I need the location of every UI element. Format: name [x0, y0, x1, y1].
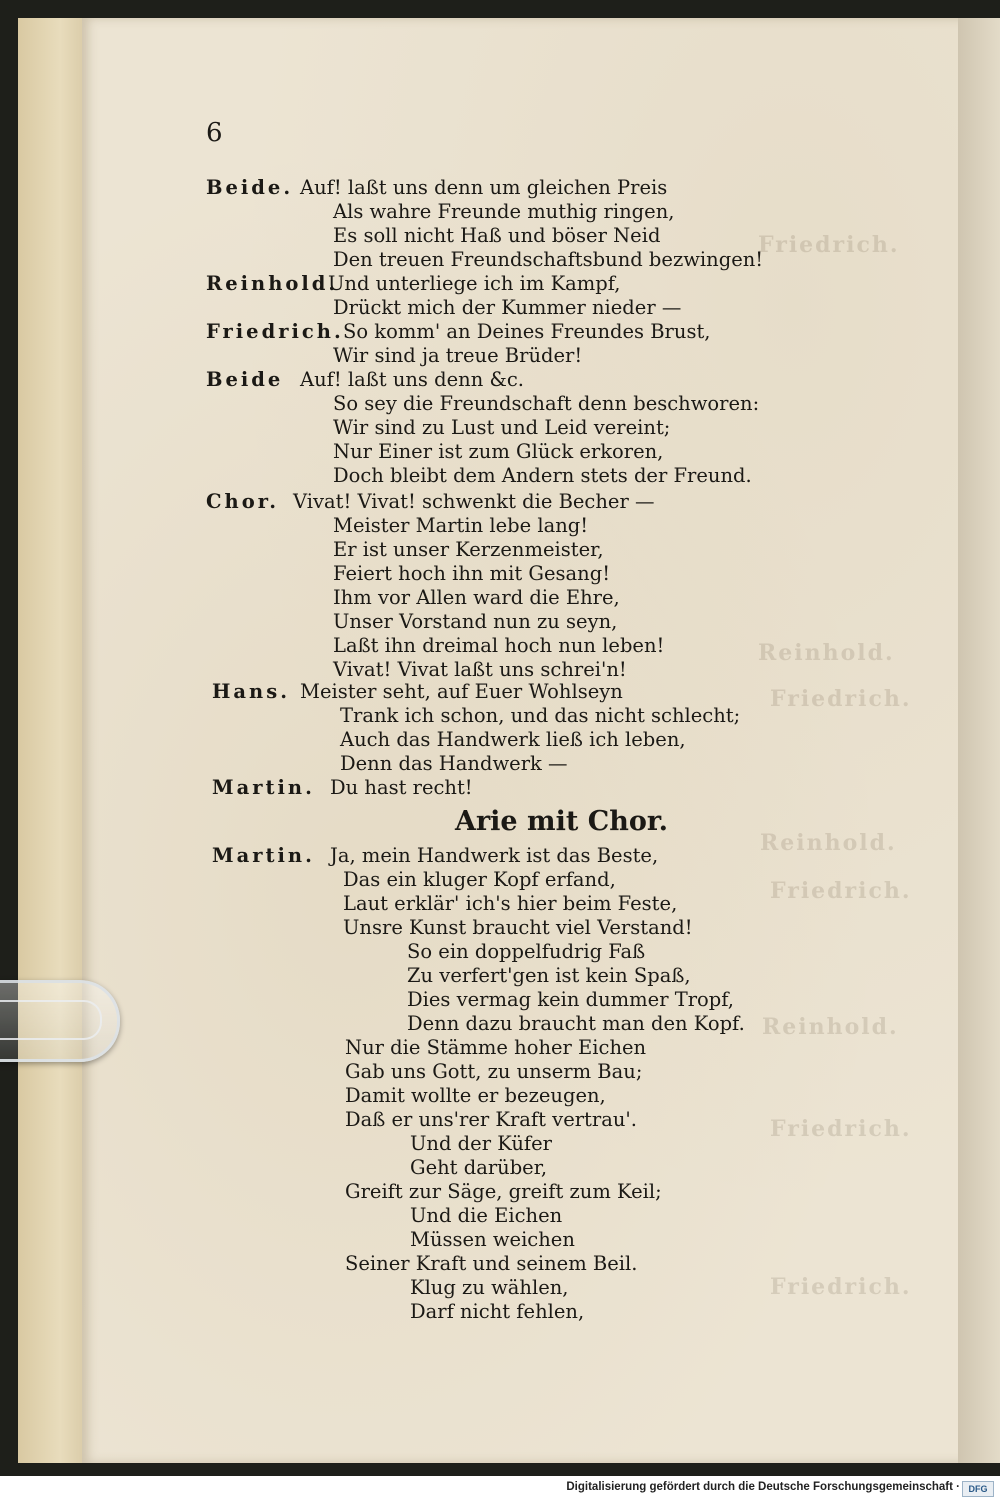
verse-line: Seiner Kraft und seinem Beil.: [345, 1252, 638, 1275]
verse-line: Wir sind zu Lust und Leid vereint;: [333, 416, 671, 439]
verse-line: Klug zu wählen,: [410, 1276, 569, 1299]
bleed-through: Friedrich.: [758, 232, 900, 258]
speaker-label: Friedrich.: [206, 320, 344, 343]
bleed-through: Reinhold.: [762, 1014, 899, 1040]
verse-line: Nur die Stämme hoher Eichen: [345, 1036, 647, 1059]
paper-clip-inner: [0, 1000, 102, 1040]
back-page-edge: [18, 18, 89, 1463]
verse-line: Unser Vorstand nun zu seyn,: [333, 610, 618, 633]
verse-line: Laut erklär' ich's hier beim Feste,: [343, 892, 678, 915]
verse-line: Damit wollte er bezeugen,: [345, 1084, 606, 1107]
verse-line: Daß er uns'rer Kraft vertrau'.: [345, 1108, 637, 1131]
bleed-through: Friedrich.: [770, 1116, 912, 1142]
bleed-through: Friedrich.: [770, 686, 912, 712]
verse-line: Meister seht, auf Euer Wohlseyn: [300, 680, 623, 703]
right-page-edge: [958, 18, 1000, 1463]
verse-line: Drückt mich der Kummer nieder —: [333, 296, 682, 319]
verse-line: Nur Einer ist zum Glück erkoren,: [333, 440, 664, 463]
verse-line: Laßt ihn dreimal hoch nun leben!: [333, 634, 665, 657]
verse-line: Trank ich schon, und das nicht schlecht;: [340, 704, 741, 727]
verse-line: Ihm vor Allen ward die Ehre,: [333, 586, 620, 609]
verse-line: Auf! laßt uns denn &c.: [300, 368, 524, 391]
verse-line: Feiert hoch ihn mit Gesang!: [333, 562, 611, 585]
verse-line: Auf! laßt uns denn um gleichen Preis: [300, 176, 668, 199]
dfg-logo: DFG: [962, 1481, 994, 1497]
funding-footer: [0, 1476, 1000, 1500]
verse-line: Vivat! Vivat laßt uns schrei'n!: [333, 658, 627, 681]
verse-line: Ja, mein Handwerk ist das Beste,: [330, 844, 659, 867]
verse-line: Doch bleibt dem Andern stets der Freund.: [333, 464, 752, 487]
verse-line: So sey die Freundschaft denn beschworen:: [333, 392, 760, 415]
verse-line: Du hast recht!: [330, 776, 473, 799]
speaker-label: Reinhold.: [206, 272, 339, 295]
verse-line: Wir sind ja treue Brüder!: [333, 344, 583, 367]
bleed-through: Reinhold.: [760, 830, 897, 856]
verse-line: So ein doppelfudrig Faß: [407, 940, 646, 963]
verse-line: Den treuen Freundschaftsbund bezwingen!: [333, 248, 764, 271]
section-heading: Arie mit Chor.: [455, 806, 668, 837]
verse-line: Zu verfert'gen ist kein Spaß,: [407, 964, 691, 987]
verse-line: Denn das Handwerk —: [340, 752, 568, 775]
speaker-label: Hans.: [212, 680, 291, 703]
verse-line: Und der Küfer: [410, 1132, 552, 1155]
bleed-through: Reinhold.: [758, 640, 895, 666]
verse-line: Und die Eichen: [410, 1204, 563, 1227]
verse-line: Es soll nicht Haß und böser Neid: [333, 224, 661, 247]
verse-line: Vivat! Vivat! schwenkt die Becher —: [293, 490, 655, 513]
speaker-label: Chor.: [206, 490, 279, 513]
verse-line: Als wahre Freunde muthig ringen,: [333, 200, 675, 223]
bleed-through: Friedrich.: [770, 878, 912, 904]
bleed-through: Friedrich.: [770, 1274, 912, 1300]
page-number: 6: [206, 118, 223, 148]
verse-line: Er ist unser Kerzenmeister,: [333, 538, 604, 561]
speaker-label: Beide.: [206, 176, 294, 199]
verse-line: Meister Martin lebe lang!: [333, 514, 589, 537]
funding-credit: Digitalisierung gefördert durch die Deutsche Forschungsgemeinschaft ·: [566, 1481, 960, 1493]
verse-line: Darf nicht fehlen,: [410, 1300, 585, 1323]
verse-line: Und unterliege ich im Kampf,: [328, 272, 621, 295]
verse-line: Unsre Kunst braucht viel Verstand!: [343, 916, 693, 939]
verse-line: Müssen weichen: [410, 1228, 575, 1251]
verse-line: Dies vermag kein dummer Tropf,: [407, 988, 734, 1011]
speaker-label: Martin.: [212, 776, 315, 799]
verse-line: Greift zur Säge, greift zum Keil;: [345, 1180, 662, 1203]
verse-line: Das ein kluger Kopf erfand,: [343, 868, 616, 891]
verse-line: Geht darüber,: [410, 1156, 548, 1179]
verse-line: Auch das Handwerk ließ ich leben,: [340, 728, 686, 751]
verse-line: So komm' an Deines Freundes Brust,: [343, 320, 711, 343]
speaker-label: Beide: [206, 368, 284, 391]
verse-line: Denn dazu braucht man den Kopf.: [407, 1012, 745, 1035]
verse-line: Gab uns Gott, zu unserm Bau;: [345, 1060, 643, 1083]
speaker-label: Martin.: [212, 844, 315, 867]
